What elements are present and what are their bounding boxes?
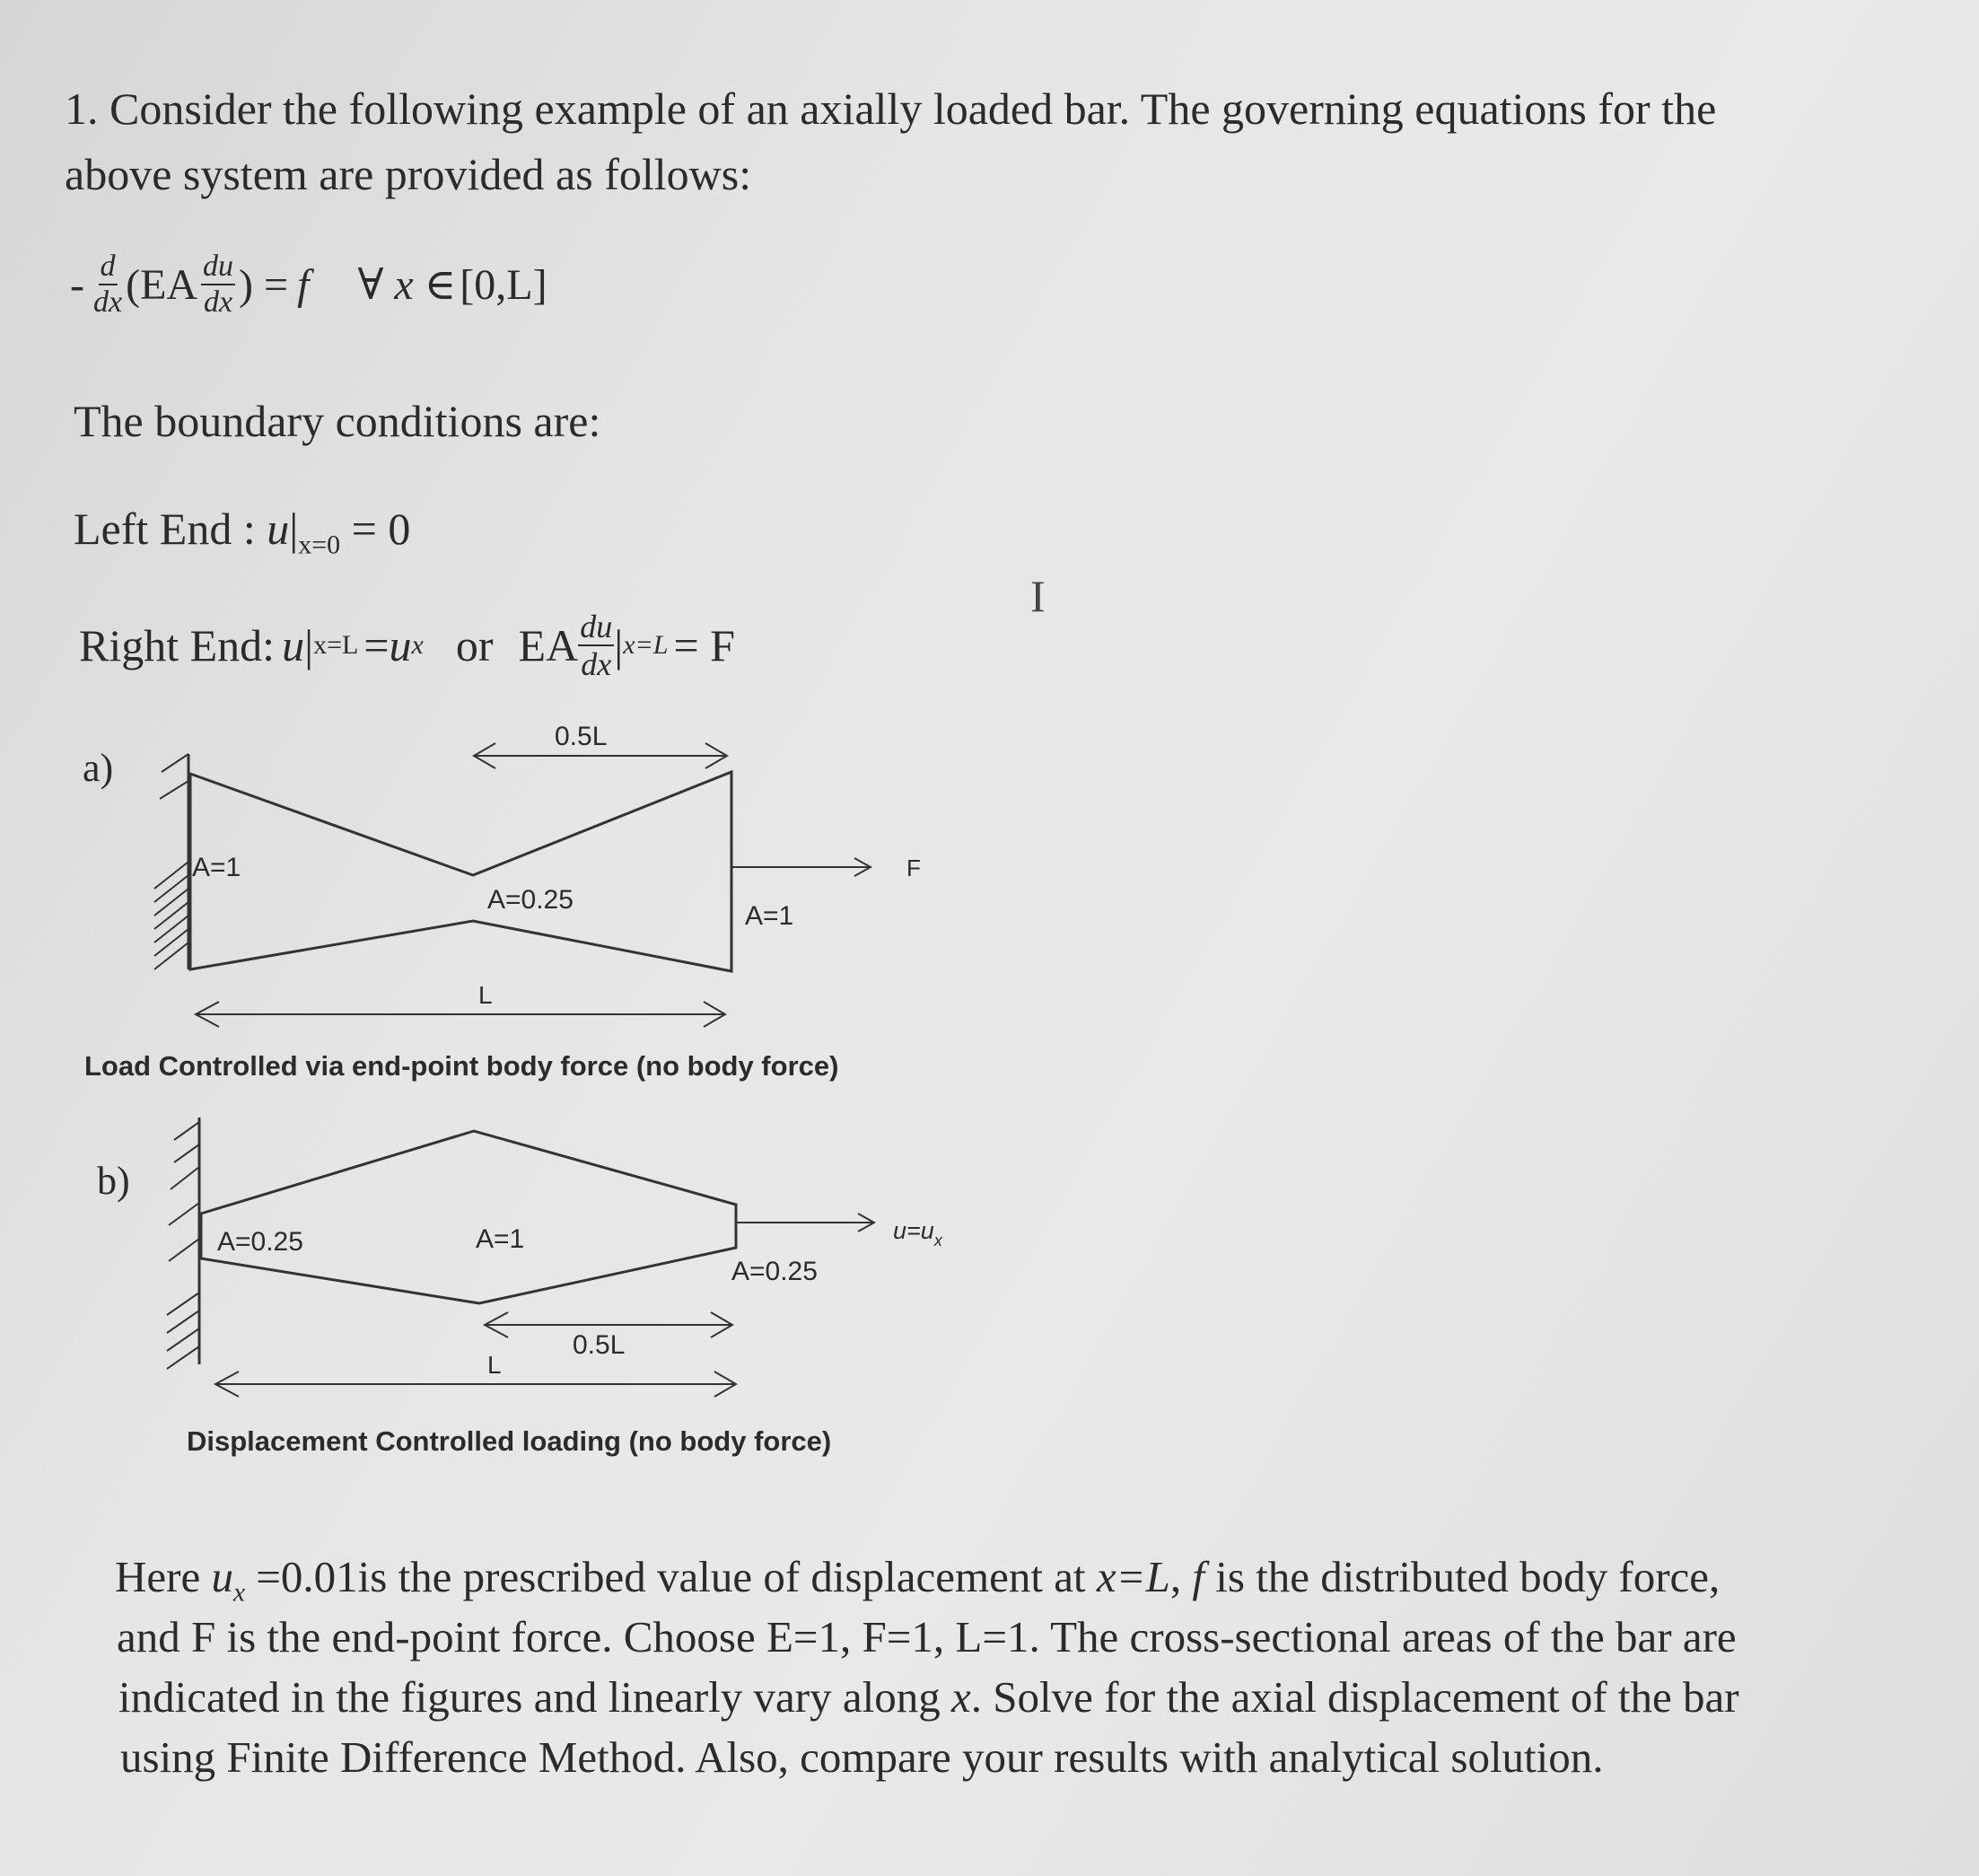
figure-b-load-label: $u=u_x$: [893, 1217, 942, 1249]
figure-a-label: a): [83, 746, 114, 790]
text-cursor-icon: I: [1030, 571, 1046, 621]
eq-d-dx: $\frac{d}{dx}$: [92, 250, 123, 319]
eq-domain: [0,L]: [460, 260, 547, 309]
figure-b-label: b): [97, 1159, 130, 1203]
eq-close: ) =: [239, 260, 289, 309]
eq-f: f: [297, 260, 310, 309]
figure-a-area-left: A=1: [192, 853, 241, 882]
figure-a-caption: Load Controlled via end-point body force (no body force): [84, 1050, 839, 1082]
boundary-heading: The boundary conditions are:: [74, 396, 601, 446]
closing-line-1: Here $u_x =0.01is$ the prescribed value of displacement at x=L, f is the distributed body force,: [115, 1552, 1721, 1608]
eq-x-in: x ∈: [394, 261, 457, 309]
figure-b: [0, 1104, 1005, 1463]
eq-forall: ∀: [357, 261, 384, 309]
figure-b-dim-half-label: 0.5L: [573, 1330, 626, 1360]
figure-a-dim-full-label: L: [478, 981, 493, 1009]
eq-du-dx: $\frac{du}{dx}$: [203, 250, 234, 319]
figure-b-wall-hatch: [167, 1122, 199, 1369]
closing-line-4: using Finite Difference Method. Also, compare your results with analytical solution.: [120, 1732, 1604, 1782]
figure-a-wall-hatch: [154, 754, 188, 969]
figure-b-area-right: A=0.25: [731, 1257, 818, 1286]
figure-a-area-right: A=1: [745, 901, 794, 931]
left-end-condition: Left End : $u|_{x=0} = 0$: [74, 504, 411, 560]
closing-line-2: and F is the end-point force. Choose E=1, F=1, L=1. The cross-sectional areas of the bar are: [117, 1612, 1737, 1661]
figure-a-dim-half-label: 0.5L: [555, 722, 608, 751]
figure-b-area-mid: A=1: [476, 1224, 525, 1254]
eq-ea-open: (EA: [126, 260, 198, 309]
figure-a-area-mid: A=0.25: [487, 885, 574, 915]
eq-minus: -: [70, 260, 84, 309]
figure-b-bar: [201, 1131, 736, 1303]
intro-line-1: 1. Consider the following example of an axially loaded bar. The governing equations for the: [65, 83, 1717, 134]
figure-b-area-left: A=0.25: [217, 1227, 303, 1257]
figure-b-caption: Displacement Controlled loading (no body force): [187, 1425, 832, 1457]
right-end-condition: Right End: u | x=L = u x or EA $\frac{du}{dx}$ | x=L = F: [79, 609, 735, 682]
figure-a-bar: [190, 772, 731, 971]
figure-b-dim-full-label: L: [487, 1351, 502, 1379]
governing-equation: [70, 251, 547, 318]
figure-a-load-label: F: [906, 855, 921, 881]
intro-line-2: above system are provided as follows:: [65, 149, 752, 199]
figure-a: [0, 700, 1005, 1095]
closing-line-3: indicated in the figures and linearly vary along x. Solve for the axial displacement of the bar: [118, 1672, 1739, 1722]
